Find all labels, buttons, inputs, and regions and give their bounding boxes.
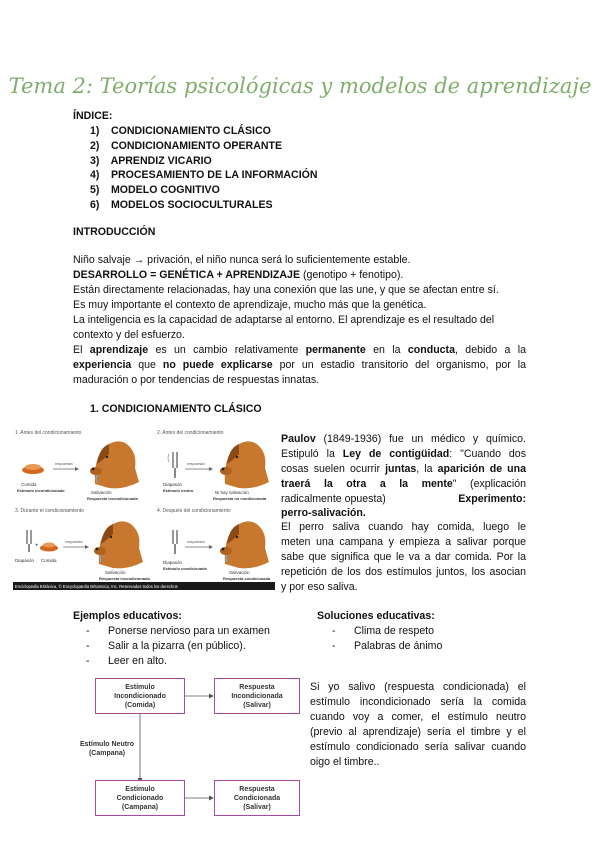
panel4-title: 4. Después del condicionamiento: [157, 508, 231, 514]
intro-heading: INTRODUCCIÓN: [73, 226, 156, 238]
indice-item: 5) MODELO COGNITIVO: [90, 184, 220, 197]
svg-text:respuesta: respuesta: [65, 539, 83, 544]
intro-p6a: El aprendizaje es un cambio relativamente permanente en la conducta, debido a la: [73, 344, 526, 356]
svg-text:Comida: Comida: [21, 482, 37, 487]
paulov-l6: perro-salivación.: [281, 507, 366, 519]
paulov-l5: radicalmente opuesta) Experimento:: [281, 493, 526, 505]
ejemplos-item: - Ponerse nervioso para un examen: [108, 624, 270, 639]
intro-p4: Es muy importante el contexto de aprendizaje, mucho más que la genética.: [73, 299, 427, 311]
pavlov-figure: [13, 424, 275, 590]
intro-p6c: maduración o por tendencias de respuestas innatas.: [73, 374, 320, 386]
closing-l3: cuando voy a comer, el estímulo neutro: [310, 711, 526, 723]
intro-p5a: La inteligencia es la capacidad de adaptarse al entorno. El aprendizaje es el resultado del: [73, 314, 495, 326]
ejemplos-item: - Salir a la pizarra (en público).: [108, 639, 246, 654]
box-respuesta-incondicionada: Respuesta Incondicionada (Salivar): [214, 678, 300, 714]
box-estimulo-condicionado: Estímulo Condicionado (Campana): [95, 780, 185, 816]
page-title: Tema 2: Teorías psicológicas y modelos de aprendizaje: [8, 74, 592, 98]
intro-p6b: experiencia que no puede explicarse por un estadio transitorio del organismo, por la: [73, 359, 527, 371]
svg-text:Estímulo neutro: Estímulo neutro: [163, 488, 194, 493]
intro-p2: DESARROLLO = GENÉTICA + APRENDIZAJE (genotipo + fenotipo).: [73, 269, 404, 281]
svg-text:Respuesta incondicionada: Respuesta incondicionada: [87, 496, 138, 501]
ejemplos-heading: Ejemplos educativos:: [73, 610, 182, 622]
svg-text:Respuesta condicionada: Respuesta condicionada: [223, 576, 271, 581]
indice-item: 3) APRENDIZ VICARIO: [90, 154, 212, 167]
intro-p5b: contexto y del esfuerzo.: [73, 329, 185, 341]
paulov-p2e: y por eso saliva.: [281, 581, 358, 593]
soluciones-heading: Soluciones educativas:: [317, 610, 435, 622]
box-respuesta-condicionada: Respuesta Condicionada (Salivar): [214, 780, 300, 816]
paulov-p2d: repetición de los dos estímulos juntos, los asocian: [281, 566, 526, 578]
intro-p1: Niño salvaje → privación, el niño nunca será lo suficientemente estable.: [73, 254, 411, 266]
indice-item: 4) PROCESAMIENTO DE LA INFORMACIÓN: [90, 169, 318, 182]
intro-p3: Están directamente relacionadas, hay una conexión que las une, y que se afectan entre sí.: [73, 284, 499, 296]
paulov-l2: Estipuló la Ley de contigüidad: "Cuando dos: [281, 448, 526, 460]
svg-text:Respuesta incondicionada: Respuesta incondicionada: [99, 576, 150, 581]
closing-l4: (previo al aprendizaje) sería el timbre y el: [310, 726, 526, 738]
closing-l6: oigo el timbre..: [310, 756, 380, 768]
svg-text:Ni hay salivación: Ni hay salivación: [215, 490, 249, 495]
svg-text:respuesta: respuesta: [187, 461, 205, 466]
panel2-title: 2. Antes del condicionamiento: [157, 430, 224, 436]
panel3-title: 3. Durante el condicionamiento: [15, 508, 84, 514]
soluciones-item: - Palabras de ánimo: [354, 639, 442, 654]
svg-text:Diapasón: Diapasón: [163, 482, 183, 487]
figure-caption: Enciclopedia Británica, © Encyclopædia Britannica, Inc. Reservados todos los derechos: [15, 584, 178, 589]
indice-item: 6) MODELOS SOCIOCULTURALES: [90, 198, 273, 211]
indice-heading: ÍNDICE:: [73, 110, 113, 122]
svg-text:Comida: Comida: [41, 558, 57, 563]
closing-l1: Si yo salivo (respuesta condicionada) el: [310, 681, 526, 693]
paulov-p2c: sabe que significa que le va a dar comida. Por la: [281, 551, 526, 563]
svg-text:Salivación: Salivación: [229, 570, 250, 575]
svg-text:respuesta: respuesta: [55, 461, 73, 466]
svg-text:Estímulo incondicionado: Estímulo incondicionado: [17, 488, 65, 493]
panel1-title: 1. Antes del condicionamiento: [15, 430, 82, 436]
label-estimulo-neutro: Estímulo Neutro (Campana): [80, 741, 135, 757]
indice-item: 1) CONDICIONAMIENTO CLÁSICO: [90, 125, 271, 137]
paulov-l1: Paulov (1849-1936) fue un médico y químico.: [281, 433, 526, 445]
soluciones-item: - Clima de respeto: [354, 624, 434, 639]
paulov-l3: cosas suelen ocurrir juntas, la aparición de una: [281, 463, 526, 475]
paulov-p2a: El perro saliva cuando hay comida, luego le: [281, 521, 526, 533]
closing-l5: estímulo condicionado sería salivar cuando: [310, 741, 526, 753]
indice-list: [90, 124, 318, 213]
svg-text:+: +: [35, 543, 39, 549]
indice-item: 2) CONDICIONAMIENTO OPERANTE: [90, 139, 283, 152]
ejemplos-item: - Leer en alto.: [108, 654, 167, 669]
svg-text:respuesta: respuesta: [187, 539, 205, 544]
box-estimulo-incondicionado: Estímulo Incondicionado (Comida): [95, 678, 185, 714]
closing-l2: estímulo incondicionado sería la comida: [310, 696, 526, 708]
svg-text:Respuesta no condicionada: Respuesta no condicionada: [213, 496, 267, 501]
svg-text:Salivación: Salivación: [105, 570, 126, 575]
svg-text:Diapasón: Diapasón: [163, 560, 183, 565]
paulov-l4: traerá la otra a la mente" (explicación: [281, 478, 526, 490]
svg-text:Salivación: Salivación: [91, 490, 112, 495]
svg-text:Diapasón: Diapasón: [15, 558, 35, 563]
svg-text:Estímulo condicionado: Estímulo condicionado: [163, 566, 208, 571]
paulov-p2b: meten una campana y empieza a salivar porque: [281, 536, 526, 548]
section1-heading: 1. CONDICIONAMIENTO CLÁSICO: [90, 403, 262, 415]
